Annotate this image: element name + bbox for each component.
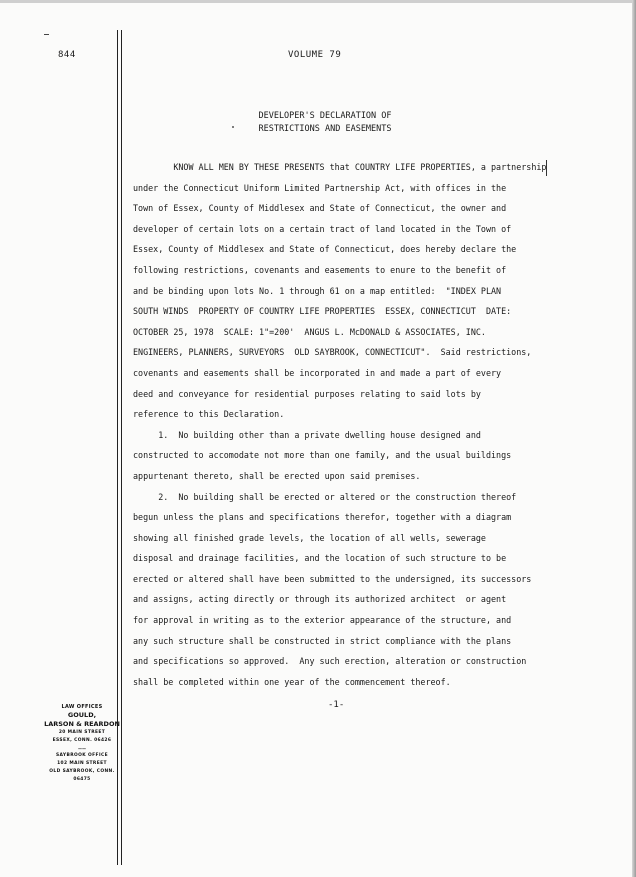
body-line: Town of Essex, County of Middlesex and State of Connecticut, the owner and	[133, 203, 507, 214]
body-line: any such structure shall be constructed in strict compliance with the plans	[133, 635, 512, 646]
scan-right-edge	[632, 0, 636, 877]
body-line: under the Connecticut Uniform Limited Partnership Act, with offices in the	[133, 182, 507, 193]
body-line: appurtenant thereto, shall be erected upon said premises.	[133, 470, 421, 481]
page-marker: -1-	[328, 700, 345, 710]
corner-mark	[44, 34, 49, 35]
body-line: SOUTH WINDS PROPERTY OF COUNTRY LIFE PROPERTIES ESSEX, CONNECTICUT DATE:	[133, 306, 512, 317]
body-line: and assigns, acting directly or through its authorized architect or agent	[133, 594, 507, 605]
body-line: shall be completed within one year of the commencement thereof.	[133, 676, 451, 687]
page-number: 844	[58, 50, 76, 60]
declaration-body	[133, 157, 545, 692]
firm-address-2: ESSEX, CONN. 06426	[52, 738, 112, 743]
body-line: for approval in writing as to the exterior appearance of the structure, and	[133, 615, 512, 626]
body-line: OCTOBER 25, 1978 SCALE: 1"=200' ANGUS L. McDONALD & ASSOCIATES, INC.	[133, 326, 486, 337]
scan-speck	[232, 126, 234, 128]
right-margin-mark	[546, 160, 547, 176]
body-line: 1. No building other than a private dwelling house designed and	[133, 429, 481, 440]
firm-name-2: LARSON & REARDON	[44, 720, 120, 728]
law-offices-label: LAW OFFICES	[61, 704, 103, 710]
title-line-2: RESTRICTIONS AND EASEMENTS	[258, 124, 392, 134]
body-line: begun unless the plans and specifications therefor, together with a diagram	[133, 512, 512, 523]
body-line: ENGINEERS, PLANNERS, SURVEYORS OLD SAYBROOK, CONNECTICUT". Said restrictions,	[133, 347, 532, 358]
body-line: constructed to accomodate not more than one family, and the usual buildings	[133, 450, 512, 461]
firm-zip: 06475	[73, 777, 91, 782]
margin-rule-inner	[121, 30, 122, 865]
title-line-1: DEVELOPER'S DECLARATION OF	[258, 111, 392, 121]
body-line: developer of certain lots on a certain tract of land located in the Town of	[133, 223, 512, 234]
firm-name-1: GOULD,	[67, 711, 97, 719]
body-line: and be binding upon lots No. 1 through 61 on a map entitled: "INDEX PLAN	[133, 285, 502, 296]
body-line: deed and conveyance for residential purposes relating to said lots by	[133, 388, 481, 399]
body-line: Essex, County of Middlesex and State of Connecticut, does hereby declare the	[133, 244, 517, 255]
branch-office-label: SAYBROOK OFFICE	[55, 753, 109, 758]
law-firm-block	[44, 704, 120, 784]
body-line: following restrictions, covenants and easements to enure to the benefit of	[133, 264, 507, 275]
firm-address-4: OLD SAYBROOK, CONN.	[49, 769, 115, 774]
firm-address-3: 102 MAIN STREET	[57, 761, 107, 766]
body-line: showing all finished grade levels, the location of all wells, sewerage	[133, 532, 486, 543]
body-line: and specifications so approved. Any such erection, alteration or construction	[133, 656, 527, 667]
body-line: disposal and drainage facilities, and the location of such structure to be	[133, 553, 507, 564]
body-line: KNOW ALL MEN BY THESE PRESENTS that COUNTRY LIFE PROPERTIES, a partnership	[133, 162, 547, 172]
firm-separator: ——	[78, 746, 86, 751]
document-title	[225, 110, 425, 136]
body-line: erected or altered shall have been submitted to the undersigned, its successors	[133, 573, 532, 584]
firm-address-1: 20 MAIN STREET	[58, 730, 106, 735]
body-line: covenants and easements shall be incorporated in and made a part of every	[133, 367, 502, 378]
scan-top-edge	[0, 0, 636, 3]
body-line: reference to this Declaration.	[133, 409, 285, 420]
body-line: 2. No building shall be erected or altered or the construction thereof	[133, 491, 517, 502]
volume-label: VOLUME 79	[288, 50, 342, 60]
